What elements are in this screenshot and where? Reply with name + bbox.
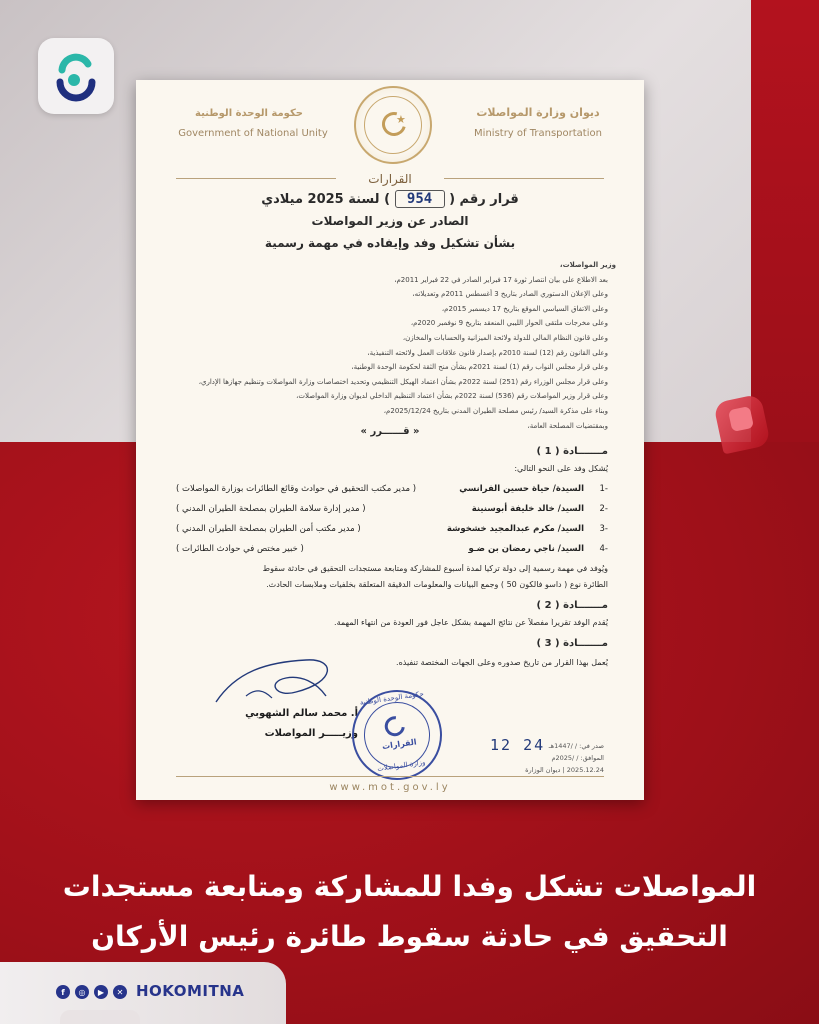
delegation-member: -3 السيد/ مكرم عبدالمجيد خشخوشة ( مدير مكتب أمن الطيران بمصلحة الطيران المدني ) xyxy=(176,524,608,534)
preamble-item: وعلى الاتفاق السياسي الموقع بتاريخ 17 ديسمبر 2015م، xyxy=(441,304,608,313)
decides-heading: « قــــــرر » xyxy=(360,426,420,437)
date-line: الموافق: / /2025م xyxy=(551,754,604,762)
preamble-item: وعلى القانون رقم (12) لسنة 2010م بإصدار قانون علاقات العمل ولائحته التنفيذية، xyxy=(367,348,608,357)
youtube-icon[interactable]: ▶ xyxy=(94,985,108,999)
preamble-item: وعلى الإعلان الدستوري الصادر بتاريخ 3 أغسطس 2011م وتعديلاته، xyxy=(412,290,608,299)
article-1-heading: مـــــــادة ( 1 ) xyxy=(536,446,608,457)
brand-handle: HOKOMITNA xyxy=(136,982,245,1000)
preamble-item: وبمقتضيات المصلحة العامة، xyxy=(527,421,608,430)
signatory-title: وزيـــــر المواصلات xyxy=(264,728,358,739)
headline-line: المواصلات تشكل وفدا للمشاركة ومتابعة مستجدات xyxy=(62,870,757,903)
header-government-en: Government of National Unity xyxy=(178,128,328,139)
issued-by: الصادر عن وزير المواصلات xyxy=(311,214,469,228)
preamble-item: وبناء على مذكرة السيد/ رئيس مصلحة الطيران المدني بتاريخ 2025/12/24م، xyxy=(383,406,608,415)
decision-subject: بشأن تشكيل وفد وإيفاده في مهمة رسمية xyxy=(264,236,516,250)
header-ministry-ar: ديوان وزارة المواصلات xyxy=(476,106,600,119)
preamble-item: وعلى مخرجات ملتقى الحوار الليبي المنعقد بتاريخ 9 نوفمبر 2020م، xyxy=(410,319,608,328)
handwritten-date: 12 24 xyxy=(490,736,546,754)
star-icon: ★ xyxy=(396,113,406,126)
signature-scribble xyxy=(206,652,346,712)
signatory-name: أ. محمد سالم الشهوبي xyxy=(245,708,358,719)
footer-url: www.mot.gov.ly xyxy=(329,782,451,793)
date-line: 2025.12.24 | ديوان الوزارة xyxy=(525,766,604,774)
brand-logo xyxy=(38,38,114,114)
facebook-icon[interactable]: f xyxy=(56,985,70,999)
delegation-member: -1 السيدة/ حياة حسين الفرانسي ( مدير مكتب التحقيق في حوادث وقائع الطائرات بوزارة المواصلات ) xyxy=(176,484,608,494)
x-icon[interactable]: ✕ xyxy=(113,985,127,999)
stamp-center-text: القرارات xyxy=(381,737,418,752)
header-government-ar: حكومة الوحدة الوطنية xyxy=(195,108,303,119)
decorative-glow xyxy=(60,1010,140,1024)
article-1-body: ويُوفد في مهمة رسمية إلى دولة تركيا لمدة أسبوع للمشاركة ومتابعة مستجدات التحقيق في حادثة سقوط xyxy=(262,564,608,573)
section-title: القرارات xyxy=(368,172,412,186)
article-1-body: الطائرة نوع ( داسو فالكون 50 ) وجمع البيانات والمعلومات الدقيقة المتعلقة بخلفيات وملابسات الحادث. xyxy=(266,580,608,589)
decision-number-line: قرار رقم ( 954 ) لسنة 2025 ميلادي xyxy=(261,191,519,207)
preamble-item: وعلى قرار مجلس الوزراء رقم (251) لسنة 2022م بشأن اعتماد الهيكل التنظيمي وتحديد اختصاصات وزارة المواصلات وتنظيم جهازها الإداري، xyxy=(198,377,608,386)
news-headline xyxy=(30,862,789,962)
date-line: صدر في: / /1447هـ xyxy=(548,742,604,750)
divider xyxy=(176,776,604,777)
background-right-strip xyxy=(751,0,819,442)
stamp-top-text: حكومة الوحدة الوطنية xyxy=(359,689,425,707)
article-3-heading: مـــــــادة ( 3 ) xyxy=(536,638,608,649)
preamble-item: وعلى قرار وزير المواصلات رقم (536) لسنة 2022م بشأن اعتماد التنظيم الداخلي لديوان وزارة المواصلات، xyxy=(296,392,608,401)
decision-number: 954 xyxy=(395,190,445,208)
delegation-member: -2 السيد/ خالد خليفة أبوسنينة ( مدير إدارة سلامة الطيران بمصلحة الطيران المدني ) xyxy=(176,504,608,514)
article-2-heading: مـــــــادة ( 2 ) xyxy=(536,600,608,611)
stamp-bottom-text: وزارة المواصلات xyxy=(376,758,426,774)
article-2-body: يُقدم الوفد تقريراً مفصلاً عن نتائج المهمة بشكل عاجل فور العودة من انتهاء المهمة. xyxy=(334,618,608,627)
preamble-item: وعلى قانون النظام المالي للدولة ولائحة الميزانية والحسابات والمخازن، xyxy=(402,333,608,342)
preamble xyxy=(176,258,616,433)
social-icons xyxy=(56,982,127,1002)
brand-logo-icon xyxy=(48,48,104,104)
decision-document xyxy=(136,80,644,800)
headline-line: التحقيق في حادثة سقوط طائرة رئيس الأركان xyxy=(91,920,728,953)
instagram-icon[interactable]: ◎ xyxy=(75,985,89,999)
article-3-body: يُعمل بهذا القرار من تاريخ صدوره وعلى الجهات المختصة تنفيذه. xyxy=(396,658,608,667)
preamble-lead: وزير المواصلات، xyxy=(559,261,616,269)
official-stamp xyxy=(346,684,448,786)
header-ministry-en: Ministry of Transportation xyxy=(474,128,602,139)
state-seal xyxy=(354,86,432,164)
preamble-item: بعد الاطلاع على بيان انتصار ثورة 17 فبراير الصادر في 22 فبراير 2011م، xyxy=(394,275,608,284)
delegation-member: -4 السيد/ ناجي رمضان بن ضـو ( خبير مختص في حوادث الطائرات ) xyxy=(176,544,608,554)
preamble-item: وعلى قرار مجلس النواب رقم (1) لسنة 2021م بشأن منح الثقة لحكومة الوحدة الوطنية، xyxy=(351,363,608,372)
article-1-intro: يُشكل وفد على النحو التالي: xyxy=(514,464,608,473)
